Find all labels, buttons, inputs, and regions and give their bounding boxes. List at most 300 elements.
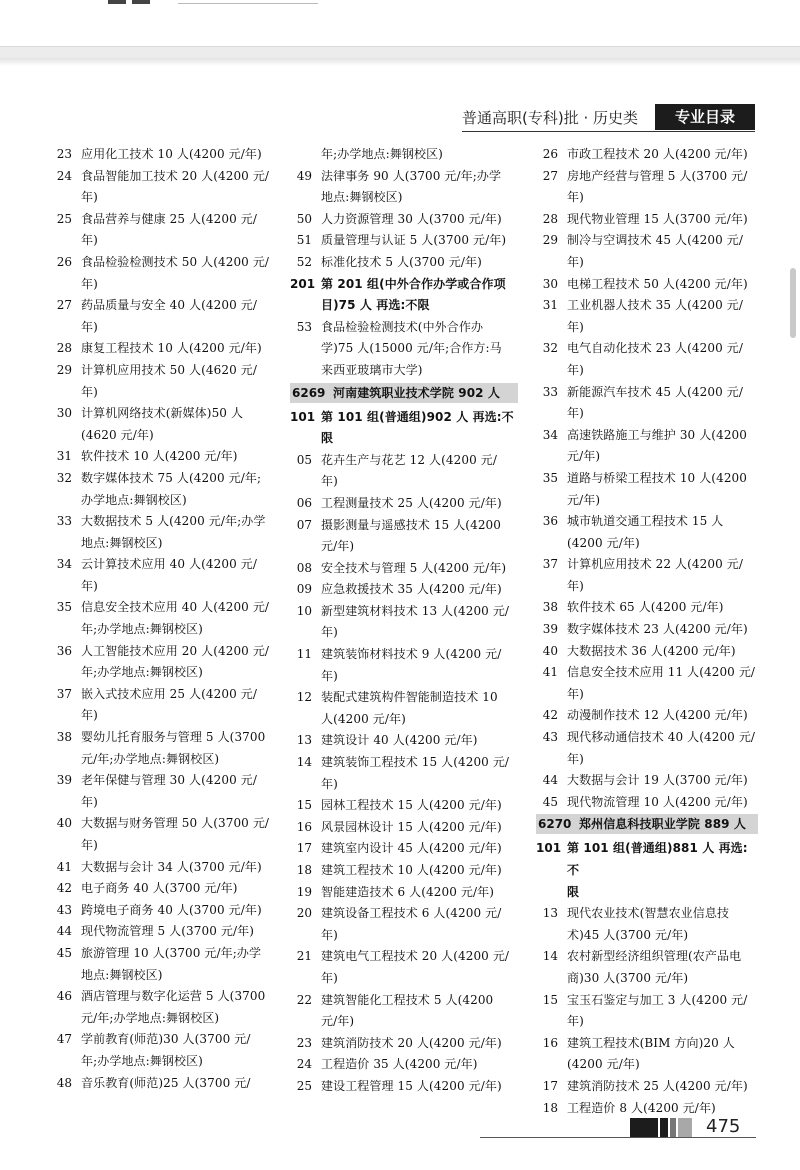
item-text: 数字媒体技术 75 人(4200 元/年; <box>81 470 262 485</box>
item-text: 年) <box>321 668 338 683</box>
school-name: 河南建筑职业技术学院 902 人 <box>333 385 501 400</box>
item-number: 30 <box>56 406 72 421</box>
item-number: 25 <box>56 211 72 226</box>
list-item-continuation <box>536 576 758 598</box>
item-text: 人力资源管理 30 人(3700 元/年) <box>321 211 502 226</box>
item-text: 商)30 人(3700 元/年) <box>567 970 689 985</box>
list-item <box>536 468 758 490</box>
list-item <box>52 770 270 792</box>
item-number: 50 <box>296 211 312 226</box>
list-item <box>52 900 270 922</box>
item-text: 质量管理与认证 5 人(3700 元/年) <box>321 233 507 248</box>
list-item <box>290 903 518 925</box>
item-text: 年) <box>81 578 98 593</box>
list-item <box>290 252 518 274</box>
list-item <box>536 144 758 166</box>
item-text: (4200 元/年) <box>567 535 640 550</box>
item-text: 建设工程管理 15 人(4200 元/年) <box>321 1078 502 1093</box>
list-item <box>290 860 518 882</box>
list-item <box>52 813 270 835</box>
item-text: 元/年) <box>321 1014 355 1029</box>
item-text: 工业机器人技术 35 人(4200 元/ <box>567 298 743 313</box>
item-number: 24 <box>56 168 72 183</box>
item-number: 42 <box>56 881 72 896</box>
group-number: 101 <box>290 409 316 424</box>
item-text: 制冷与空调技术 45 人(4200 元/ <box>567 233 743 248</box>
item-text: 年) <box>321 970 338 985</box>
list-item <box>536 662 758 684</box>
list-item-continuation <box>52 425 270 447</box>
item-text: 年) <box>81 708 98 723</box>
item-text: 元/年) <box>321 539 355 554</box>
running-header-label: 专业目录 <box>655 104 755 130</box>
list-item <box>290 990 518 1012</box>
item-text: 年) <box>567 686 584 701</box>
list-item <box>52 554 270 576</box>
item-text: 第 101 组(普通组)902 人 再选:不 <box>321 409 514 424</box>
item-text: 年;办学地点:舞钢校区) <box>81 1053 203 1068</box>
item-number: 05 <box>296 452 312 467</box>
list-item <box>536 166 758 188</box>
item-text: 大数据技术 36 人(4200 元/年) <box>567 643 736 658</box>
column-right <box>536 144 758 1119</box>
item-text: 办学地点:舞钢校区) <box>81 492 187 507</box>
list-item <box>290 579 518 601</box>
item-text: 园林工程技术 15 人(4200 元/年) <box>321 798 502 813</box>
item-number: 37 <box>56 686 72 701</box>
item-number: 06 <box>296 495 312 510</box>
item-number: 13 <box>542 906 558 921</box>
item-text: 宝玉石鉴定与加工 3 人(4200 元/ <box>567 992 748 1007</box>
item-number: 32 <box>542 341 558 356</box>
list-item <box>536 511 758 533</box>
item-text: 年) <box>321 927 338 942</box>
item-text: 摄影测量与遥感技术 15 人(4200 <box>321 517 502 532</box>
item-text: 云计算技术应用 40 人(4200 元/ <box>81 557 257 572</box>
list-item <box>52 468 270 490</box>
item-text: 音乐教育(师范)25 人(3700 元/ <box>81 1075 251 1090</box>
list-item <box>290 515 518 537</box>
list-item <box>52 144 270 166</box>
item-number: 29 <box>542 233 558 248</box>
list-item <box>52 943 270 965</box>
list-item-continuation <box>290 338 518 360</box>
item-text: (4200 元/年) <box>567 1057 640 1072</box>
item-number: 17 <box>296 841 312 856</box>
item-text: 婴幼儿托育服务与管理 5 人(3700 <box>81 730 266 745</box>
item-number: 11 <box>296 647 312 662</box>
list-item-continuation <box>290 774 518 796</box>
item-number: 33 <box>542 384 558 399</box>
item-text: 软件技术 65 人(4200 元/年) <box>567 600 724 615</box>
item-number: 38 <box>56 730 72 745</box>
item-text: 建筑工程技术(BIM 方向)20 人 <box>567 1035 735 1050</box>
list-item-continuation <box>536 187 758 209</box>
item-text: 市政工程技术 20 人(4200 元/年) <box>567 147 748 161</box>
item-number: 18 <box>542 1100 558 1115</box>
list-item-continuation <box>290 709 518 731</box>
list-item <box>290 687 518 709</box>
item-number: 34 <box>56 557 72 572</box>
item-text: 年) <box>81 838 98 852</box>
list-item-continuation <box>290 187 518 209</box>
school-heading <box>536 814 758 834</box>
item-text: 建筑装饰材料技术 9 人(4200 元/ <box>321 647 502 662</box>
item-text: 高速铁路施工与维护 30 人(4200 <box>567 427 748 442</box>
item-text: 年) <box>81 319 98 334</box>
list-item <box>536 792 758 814</box>
item-number: 41 <box>542 665 558 680</box>
item-text: 房地产经营与管理 5 人(3700 元/ <box>567 168 748 183</box>
item-text: 风景园林设计 15 人(4200 元/年) <box>321 819 502 834</box>
item-number: 22 <box>296 992 312 1007</box>
list-item <box>52 446 270 468</box>
item-number: 25 <box>296 1078 312 1093</box>
footer-rule <box>480 1137 756 1138</box>
item-text: 限 <box>321 431 334 446</box>
footer-bars <box>630 1118 692 1137</box>
item-number: 31 <box>56 449 72 464</box>
school-code: 6270 <box>538 817 572 832</box>
item-number: 27 <box>542 168 558 183</box>
item-text: 建筑装饰工程技术 15 人(4200 元/ <box>321 755 510 770</box>
item-text: 花卉生产与花艺 12 人(4200 元/ <box>321 452 497 467</box>
scrollbar[interactable] <box>790 268 796 338</box>
item-text: 大数据与会计 19 人(3700 元/年) <box>567 773 748 788</box>
column-left <box>52 144 270 1094</box>
item-text: 学前教育(师范)30 人(3700 元/ <box>81 1032 251 1047</box>
item-text: 大数据与会计 34 人(3700 元/年) <box>81 859 262 874</box>
list-item-continuation <box>536 252 758 274</box>
school-name: 郑州信息科技职业学院 889 人 <box>579 817 747 832</box>
item-number: 39 <box>542 622 558 637</box>
item-text: 年) <box>567 190 584 205</box>
list-item <box>290 601 518 623</box>
list-item <box>536 990 758 1012</box>
item-number: 10 <box>296 603 312 618</box>
list-item <box>536 209 758 231</box>
list-item <box>52 511 270 533</box>
group-heading <box>290 295 518 317</box>
list-item <box>52 360 270 382</box>
item-text: 新能源汽车技术 45 人(4200 元/ <box>567 384 743 399</box>
group-heading <box>290 428 518 450</box>
list-item <box>290 230 518 252</box>
list-item-continuation <box>52 662 270 684</box>
list-item <box>536 946 758 968</box>
item-text: 装配式建筑构件智能制造技术 10 <box>321 690 498 705</box>
list-item-continuation <box>290 968 518 990</box>
item-text: 城市轨道交通工程技术 15 人 <box>567 514 724 529</box>
list-item <box>290 752 518 774</box>
page-number: 475 <box>706 1116 741 1137</box>
list-item <box>290 817 518 839</box>
list-item-continuation <box>52 533 270 555</box>
school-heading <box>290 383 518 403</box>
item-text: 建筑工程技术 10 人(4200 元/年) <box>321 863 502 877</box>
list-item <box>52 727 270 749</box>
list-item <box>52 1073 270 1095</box>
item-text: 现代移动通信技术 40 人(4200 元/ <box>567 730 756 745</box>
item-text: 建筑消防技术 25 人(4200 元/年) <box>567 1078 748 1093</box>
list-item-continuation <box>536 1011 758 1033</box>
list-item <box>536 903 758 925</box>
list-item-continuation <box>52 619 270 641</box>
item-number: 46 <box>56 989 72 1004</box>
item-text: 现代物业管理 15 人(3700 元/年) <box>567 211 748 226</box>
item-text: 应急救援技术 35 人(4200 元/年) <box>321 582 502 597</box>
list-item-continuation <box>290 536 518 558</box>
item-text: 药品质量与安全 40 人(4200 元/ <box>81 298 257 313</box>
item-text: 建筑设计 40 人(4200 元/年) <box>321 733 478 748</box>
item-number: 45 <box>542 794 558 809</box>
item-number: 34 <box>542 427 558 442</box>
item-number: 41 <box>56 859 72 874</box>
list-item <box>290 882 518 904</box>
list-item-continuation <box>52 965 270 987</box>
item-number: 32 <box>56 470 72 485</box>
item-text: 现代农业技术(智慧农业信息技 <box>567 906 730 921</box>
item-text: 康复工程技术 10 人(4200 元/年) <box>81 341 262 356</box>
top-rule <box>178 3 318 4</box>
item-number: 36 <box>56 643 72 658</box>
list-item-continuation <box>52 274 270 296</box>
list-item <box>52 921 270 943</box>
item-text: 人工智能技术应用 20 人(4200 元/ <box>81 643 270 658</box>
item-number: 40 <box>56 816 72 831</box>
list-item <box>52 986 270 1008</box>
item-text: 大数据与财务管理 50 人(3700 元/ <box>81 816 270 831</box>
item-number: 07 <box>296 517 312 532</box>
list-item <box>536 597 758 619</box>
list-item-continuation <box>52 317 270 339</box>
item-text: 建筑智能化工程技术 5 人(4200 <box>321 992 494 1007</box>
item-text: 元/年) <box>567 492 601 507</box>
list-item-continuation <box>536 317 758 339</box>
item-number: 19 <box>296 884 312 899</box>
list-item <box>52 857 270 879</box>
group-heading <box>290 407 518 429</box>
item-text: 应用化工技术 10 人(4200 元/年) <box>81 147 262 161</box>
item-text: 建筑室内设计 45 人(4200 元/年) <box>321 841 502 856</box>
item-text: 嵌入式技术应用 25 人(4200 元/ <box>81 686 257 701</box>
list-item <box>536 425 758 447</box>
item-number: 38 <box>542 600 558 615</box>
group-heading <box>536 882 758 904</box>
list-item-continuation <box>290 360 518 382</box>
item-text: 旅游管理 10 人(3700 元/年;办学 <box>81 945 262 960</box>
item-number: 15 <box>296 798 312 813</box>
item-text: 道路与桥梁工程技术 10 人(4200 <box>567 470 748 485</box>
item-number: 35 <box>542 470 558 485</box>
item-text: 工程造价 35 人(4200 元/年) <box>321 1057 478 1072</box>
item-text: 年) <box>81 794 98 809</box>
item-number: 29 <box>56 362 72 377</box>
item-text: 建筑设备工程技术 6 人(4200 元/ <box>321 906 502 921</box>
list-item <box>290 166 518 188</box>
item-number: 14 <box>542 949 558 964</box>
item-number: 08 <box>296 560 312 575</box>
item-text: 学)75 人(15000 元/年;合作方:马 <box>321 341 502 356</box>
item-text: 年;办学地点:舞钢校区) <box>81 622 203 637</box>
item-number: 33 <box>56 514 72 529</box>
item-text: 目)75 人 再选:不限 <box>321 298 430 313</box>
item-number: 12 <box>296 690 312 705</box>
list-item-continuation <box>536 533 758 555</box>
item-text: 限 <box>567 884 580 899</box>
item-text: 建筑消防技术 20 人(4200 元/年) <box>321 1035 502 1050</box>
item-number: 15 <box>542 992 558 1007</box>
list-item-continuation <box>290 925 518 947</box>
item-text: 信息安全技术应用 11 人(4200 元/ <box>567 665 756 680</box>
list-item <box>290 209 518 231</box>
item-text: 老年保健与管理 30 人(4200 元/ <box>81 773 257 788</box>
item-number: 31 <box>542 298 558 313</box>
item-text: 年) <box>567 362 584 377</box>
item-text: 年) <box>81 276 98 291</box>
group-heading <box>536 838 758 881</box>
list-item-continuation <box>290 622 518 644</box>
item-text: 计算机网络技术(新媒体)50 人 <box>81 406 244 421</box>
item-text: 年;办学地点:舞钢校区) <box>81 665 203 680</box>
item-number: 26 <box>56 254 72 269</box>
running-header-title: 普通高职(专科)批 · 历史类 <box>462 109 639 127</box>
list-item-continuation <box>52 1008 270 1030</box>
item-number: 14 <box>296 755 312 770</box>
item-text: 现代物流管理 10 人(4200 元/年) <box>567 794 748 809</box>
item-text: 计算机应用技术 50 人(4620 元/ <box>81 362 257 377</box>
item-text: 酒店管理与数字化运营 5 人(3700 <box>81 989 266 1004</box>
item-text: 地点:舞钢校区) <box>81 967 163 982</box>
item-text: 年) <box>321 474 338 489</box>
item-text: 元/年) <box>567 449 601 464</box>
item-text: 食品检验检测技术 50 人(4200 元/ <box>81 254 270 269</box>
item-number: 39 <box>56 773 72 788</box>
previous-page-edge <box>0 0 800 47</box>
list-item <box>52 684 270 706</box>
list-item-continuation <box>52 382 270 404</box>
list-item <box>290 644 518 666</box>
list-item <box>290 558 518 580</box>
list-item <box>52 878 270 900</box>
list-item <box>536 554 758 576</box>
item-text: 年) <box>567 751 584 766</box>
list-item <box>290 795 518 817</box>
list-item-continuation <box>290 144 518 166</box>
list-item-continuation <box>52 187 270 209</box>
list-item <box>290 1033 518 1055</box>
item-text: 第 201 组(中外合作办学或合作项 <box>321 276 506 291</box>
list-item <box>536 1033 758 1055</box>
item-number: 16 <box>296 819 312 834</box>
list-item-continuation <box>290 666 518 688</box>
item-number: 53 <box>296 319 312 334</box>
item-text: 电气自动化技术 23 人(4200 元/ <box>567 341 743 356</box>
item-number: 44 <box>56 924 72 939</box>
item-text: 标准化技术 5 人(3700 元/年) <box>321 254 482 269</box>
item-text: 年) <box>567 319 584 334</box>
item-text: 软件技术 10 人(4200 元/年) <box>81 449 238 464</box>
item-text: 农村新型经济组织管理(农产品电 <box>567 949 742 964</box>
list-item <box>52 166 270 188</box>
list-item <box>536 641 758 663</box>
item-text: (4620 元/年) <box>81 427 154 442</box>
item-number: 28 <box>56 341 72 356</box>
list-item <box>52 295 270 317</box>
list-item-continuation <box>536 749 758 771</box>
list-item <box>536 619 758 641</box>
item-number: 21 <box>296 949 312 964</box>
list-item-continuation <box>52 576 270 598</box>
list-item <box>52 338 270 360</box>
item-text: 来西亚玻璃市大学) <box>321 362 423 377</box>
top-print-marks <box>108 0 172 4</box>
list-item-continuation <box>536 925 758 947</box>
item-text: 年) <box>81 233 98 248</box>
item-text: 数字媒体技术 23 人(4200 元/年) <box>567 622 748 637</box>
list-item <box>52 597 270 619</box>
list-item-continuation <box>536 684 758 706</box>
item-number: 23 <box>296 1035 312 1050</box>
item-number: 27 <box>56 298 72 313</box>
item-text: 年) <box>81 190 98 205</box>
item-number: 13 <box>296 733 312 748</box>
item-text: 年;办学地点:舞钢校区) <box>321 147 443 161</box>
item-text: 年) <box>81 384 98 399</box>
list-item <box>290 1054 518 1076</box>
item-number: 43 <box>542 730 558 745</box>
item-text: 新型建筑材料技术 13 人(4200 元/ <box>321 603 510 618</box>
list-item <box>290 317 518 339</box>
list-item <box>536 295 758 317</box>
list-item-continuation <box>536 403 758 425</box>
item-text: 年) <box>567 406 584 421</box>
list-item <box>290 493 518 515</box>
item-text: 食品智能加工技术 20 人(4200 元/ <box>81 168 270 183</box>
list-item <box>290 946 518 968</box>
group-heading <box>290 274 518 296</box>
list-item-continuation <box>52 490 270 512</box>
list-item <box>290 838 518 860</box>
item-text: 跨境电子商务 40 人(3700 元/年) <box>81 902 262 917</box>
item-number: 26 <box>542 147 558 161</box>
list-item <box>536 727 758 749</box>
list-item <box>536 705 758 727</box>
item-text: 工程测量技术 25 人(4200 元/年) <box>321 495 502 510</box>
item-text: 信息安全技术应用 40 人(4200 元/ <box>81 600 270 615</box>
list-item-continuation <box>52 230 270 252</box>
list-item <box>52 252 270 274</box>
item-text: 年) <box>567 254 584 269</box>
list-item <box>290 1076 518 1098</box>
item-text: 食品营养与健康 25 人(4200 元/ <box>81 211 257 226</box>
item-text: 元/年;办学地点:舞钢校区) <box>81 1010 220 1025</box>
item-number: 16 <box>542 1035 558 1050</box>
item-number: 43 <box>56 902 72 917</box>
item-text: 电梯工程技术 50 人(4200 元/年) <box>567 276 748 291</box>
item-number: 52 <box>296 254 312 269</box>
item-text: 地点:舞钢校区) <box>321 190 403 205</box>
item-text: 人(4200 元/年) <box>321 711 406 726</box>
list-item <box>536 274 758 296</box>
list-item <box>536 770 758 792</box>
item-number: 09 <box>296 582 312 597</box>
item-text: 地点:舞钢校区) <box>81 535 163 550</box>
list-item <box>52 403 270 425</box>
item-text: 年) <box>321 625 338 640</box>
item-number: 20 <box>296 906 312 921</box>
list-item <box>52 209 270 231</box>
